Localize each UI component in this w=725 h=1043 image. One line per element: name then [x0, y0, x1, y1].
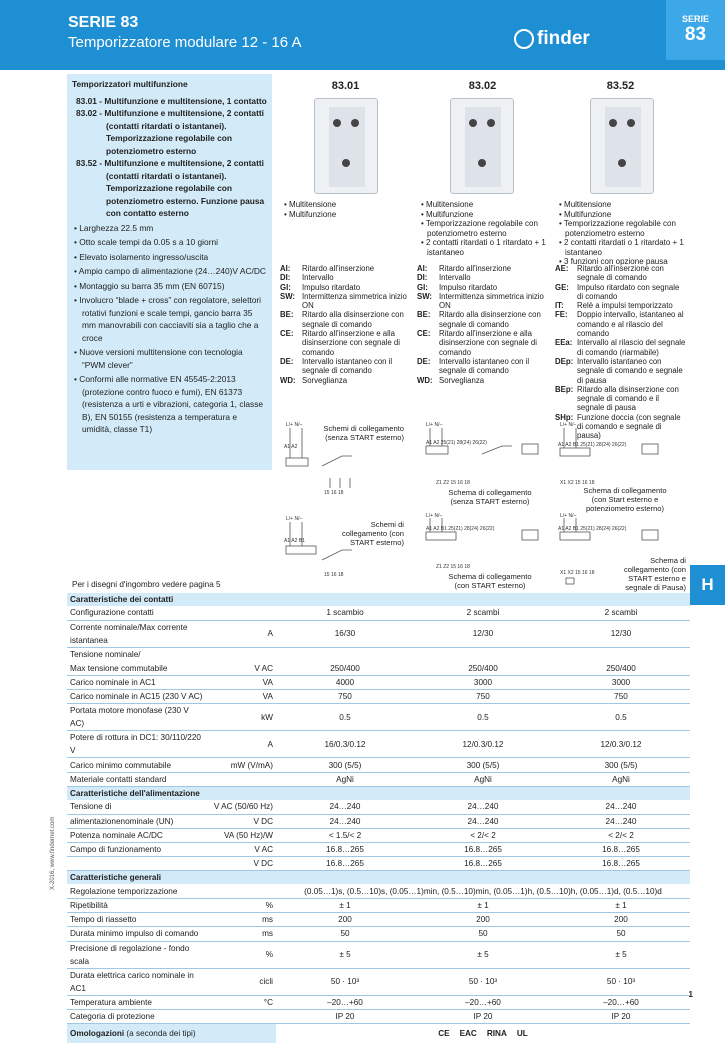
- feature: • Temporizzazione regolabile con potenziometro esterno: [419, 219, 551, 238]
- function-desc: Impulso ritardato con segnale di comando: [577, 282, 680, 301]
- feature: • Multifunzione: [557, 210, 689, 220]
- function-code: IT:: [555, 301, 564, 311]
- row-label: Precisione di regolazione - fondo scala: [67, 941, 206, 968]
- bullet: • Ampio campo di alimentazione (24…240)V AC/DC: [72, 265, 267, 278]
- function-desc: Ritardo all'inserzione: [302, 264, 375, 273]
- value-8352: [552, 647, 690, 661]
- value-8352: IP 20: [552, 1009, 690, 1023]
- svg-text:L/+ N/–: L/+ N/–: [286, 516, 303, 522]
- row-unit: V AC (50/60 Hz): [206, 800, 276, 814]
- value-8301: 50: [276, 927, 414, 941]
- value-8302: 3000: [414, 676, 552, 690]
- value-8301: < 1.5/< 2: [276, 828, 414, 842]
- table-row: [67, 606, 690, 620]
- value-8302: 24…240: [414, 814, 552, 828]
- ul-mark-icon: UL: [516, 1029, 528, 1039]
- table-row: [67, 995, 690, 1009]
- row-label: Materiale contatti standard: [67, 772, 206, 786]
- svg-text:A1 A2 B1 25(21) 28(24) 26(22: A1 A2 B1 25(21) 28(24) 26(22): [558, 442, 627, 448]
- table-row: [67, 968, 690, 995]
- svg-text:L/+ N/–: L/+ N/–: [560, 422, 577, 428]
- intro-box: [67, 74, 272, 470]
- svg-text:A1 A2 25(21) 28(24) 26(22): A1 A2 25(21) 28(24) 26(22): [426, 440, 487, 446]
- value-8352: 0.5: [552, 704, 690, 731]
- function-desc: Ritardo all'inserzione con segnale di comando: [577, 264, 664, 283]
- eac-mark-icon: EAC: [459, 1029, 477, 1039]
- function-row: [280, 357, 412, 376]
- approvals-note: (a seconda dei tipi): [126, 1029, 196, 1039]
- row-unit: VA: [206, 690, 276, 704]
- row-unit: mW (V/mA): [206, 758, 276, 772]
- function-code: DI:: [417, 273, 428, 283]
- schema-caption: Schema di collegamento (con START esterno): [448, 572, 532, 590]
- row-unit: V DC: [206, 814, 276, 828]
- time-ranges: (0.05…1)s, (0.5…10)s, (0.05…1)min, (0.5…10)min, (0.05…1)h, (0.5…10)h, (0.05…1)d, (0.5…10)d: [276, 884, 690, 898]
- function-row: [417, 310, 549, 329]
- approvals-title: Omologazioni: [70, 1029, 125, 1039]
- value-8302: 12/0.3/0.12: [414, 731, 552, 758]
- function-desc: Ritardo alla disinserzione con segnale di comando: [439, 310, 541, 329]
- function-desc: Funzione doccia (con segnale di comando e segnale di pausa): [577, 412, 681, 441]
- schema-caption: Schemi di collegamento (con START esterno): [341, 520, 404, 547]
- row-label: Corrente nominale/Max corrente istantanea: [67, 620, 206, 647]
- svg-text:A1 A2: A1 A2: [284, 444, 298, 450]
- function-code: FE:: [555, 310, 568, 320]
- functions-8301: [280, 264, 412, 385]
- function-code: SW:: [417, 291, 433, 301]
- approvals-label: [67, 1023, 276, 1043]
- svg-text:15 16 18: 15 16 18: [324, 572, 344, 578]
- table-row: [67, 772, 690, 786]
- value-8301: ± 1: [276, 898, 414, 912]
- table-row: [67, 661, 690, 675]
- value-8301: 250/400: [276, 661, 414, 675]
- intro-item: 83.52 - Multifunzione e multitensione, 2 contatti (contatti ritardati o istantanei). Temporizzazione regolabile con potenziometro esterno. Funzione pausa con contatto esterno: [76, 158, 265, 218]
- row-unit: V AC: [206, 661, 276, 675]
- feature: • 2 contatti ritardati o 1 ritardato + 1 istantaneo: [557, 238, 689, 257]
- product-image-8301: [314, 98, 378, 194]
- function-row: [555, 310, 687, 338]
- ce-mark-icon: CE: [438, 1029, 450, 1039]
- approvals-row: [67, 1023, 690, 1043]
- value-8301: 24…240: [276, 814, 414, 828]
- function-desc: Intervallo istantaneo con il segnale di comando: [439, 356, 530, 376]
- value-8352: 12/0.3/0.12: [552, 731, 690, 758]
- function-row: [280, 329, 412, 357]
- function-code: BE:: [280, 310, 294, 320]
- value-8301: 16.8…265: [276, 857, 414, 871]
- row-label: alimentazionenominale (UN): [67, 814, 206, 828]
- value-8352: 750: [552, 690, 690, 704]
- table-row: [67, 758, 690, 772]
- value-8352: 50: [552, 927, 690, 941]
- function-row: [280, 310, 412, 329]
- value-8352: 16.8…265: [552, 842, 690, 856]
- function-row: [280, 264, 412, 273]
- table-row: [67, 828, 690, 842]
- table-row: [67, 704, 690, 731]
- schema-caption: Schema di collegamento (senza START esterno): [448, 488, 532, 506]
- function-desc: Intervallo istantaneo con segnale di comando e segnale di pausa: [577, 356, 683, 385]
- function-code: DEp:: [555, 356, 574, 366]
- features-8352: [557, 200, 689, 267]
- value-8301: 300 (5/5): [276, 758, 414, 772]
- row-unit: [206, 1009, 276, 1023]
- edition-note: X-2016, www.findernet.com: [50, 816, 56, 890]
- product-image-8352: [590, 98, 654, 194]
- bullet: • Involucro “blade + cross” con regolatore, selettori rotativi funzioni e scale tempi, gancio barra 35 mm manovrabili con cacciaviti sia a taglio che a croce: [72, 294, 267, 344]
- value-8301: IP 20: [276, 1009, 414, 1023]
- row-unit: %: [206, 941, 276, 968]
- function-row: [280, 292, 412, 311]
- value-8301: 50 · 10³: [276, 968, 414, 995]
- function-desc: Intermittenza simmetrica inizio ON: [302, 291, 407, 311]
- series-tab-label: SERIE: [681, 14, 709, 24]
- table-row: [67, 898, 690, 912]
- function-code: GI:: [417, 282, 428, 292]
- svg-text:L/+ N/–: L/+ N/–: [426, 422, 443, 428]
- table-row: [67, 647, 690, 661]
- function-code: AI:: [280, 264, 291, 273]
- row-label: Tensione nominale/: [70, 650, 141, 660]
- function-row: [417, 273, 549, 282]
- svg-text:X1 X2 15 16 18: X1 X2 15 16 18: [560, 570, 595, 576]
- row-unit: cicli: [206, 968, 276, 995]
- intro-bullets: [72, 222, 267, 436]
- row-label: Regolazione temporizzazione: [67, 884, 276, 898]
- row-unit: VA: [206, 676, 276, 690]
- value-8302: 16.8…265: [414, 857, 552, 871]
- feature: • Multitensione: [419, 200, 551, 210]
- row-unit: VA (50 Hz)/W: [206, 828, 276, 842]
- wiring-diagram-8302-b: [422, 512, 547, 572]
- value-8302: 200: [414, 913, 552, 927]
- value-8352: 50 · 10³: [552, 968, 690, 995]
- function-desc: Doppio intervallo, istantaneo al comando e al rilascio del comando: [577, 310, 684, 339]
- svg-text:L/+ N/–: L/+ N/–: [286, 422, 303, 428]
- value-8352: 300 (5/5): [552, 758, 690, 772]
- page-title: Temporizzatore modulare 12 - 16 A: [68, 34, 302, 51]
- schema-caption: Schema di collegamento (con START esterno e segnale di Pausa): [623, 556, 686, 592]
- svg-text:Z1 Z2 15 16 18: Z1 Z2 15 16 18: [436, 564, 470, 570]
- value-8302: < 2/< 2: [414, 828, 552, 842]
- value-8352: –20…+60: [552, 995, 690, 1009]
- row-unit: kW: [206, 704, 276, 731]
- product-code: 83.52: [606, 80, 635, 92]
- function-code: DE:: [417, 356, 431, 366]
- table-row: [67, 731, 690, 758]
- bullet: • Larghezza 22.5 mm: [72, 222, 267, 235]
- function-desc: Ritardo all'inserzione: [439, 264, 512, 273]
- function-row: [417, 264, 549, 273]
- table-row: [67, 927, 690, 941]
- function-row: [280, 273, 412, 282]
- spec-table: [67, 593, 690, 1043]
- series-title: SERIE 83: [68, 14, 139, 31]
- function-desc: Relè a impulsi temporizzato: [577, 301, 673, 311]
- function-desc: Intervallo istantaneo con il segnale di comando: [302, 356, 393, 376]
- features-8301: [282, 200, 414, 219]
- intro-heading: Temporizzatori multifunzione: [72, 79, 188, 89]
- feature: • Multifunzione: [419, 210, 551, 220]
- value-8352: 2 scambi: [552, 606, 690, 620]
- table-row: [67, 857, 690, 871]
- value-8302: IP 20: [414, 1009, 552, 1023]
- function-row: [280, 283, 412, 292]
- row-label: Temperatura ambiente: [67, 995, 206, 1009]
- function-row: [417, 329, 549, 357]
- value-8301: 200: [276, 913, 414, 927]
- function-row: [555, 385, 687, 413]
- row-label: Categoria di protezione: [67, 1009, 206, 1023]
- value-8301: ± 5: [276, 941, 414, 968]
- table-row: [67, 941, 690, 968]
- row-unit: [206, 647, 276, 661]
- function-row: [417, 376, 549, 385]
- intro-item: 83.01 - Multifunzione e multitensione, 1 contatto: [76, 95, 267, 106]
- svg-text:A1 A2 B1 25(21) 28(24) 26(2: A1 A2 B1 25(21) 28(24) 26(22): [426, 526, 495, 532]
- function-desc: Intervallo: [302, 273, 334, 283]
- function-row: [417, 292, 549, 311]
- svg-text:A1 A2 B1: A1 A2 B1: [284, 538, 305, 544]
- function-desc: Intervallo al rilascio del segnale di comando (riarmabile): [577, 338, 686, 357]
- row-label: Portata motore monofase (230 V AC): [67, 704, 206, 731]
- value-8301: 750: [276, 690, 414, 704]
- function-code: BE:: [417, 310, 431, 320]
- features-8302: [419, 200, 551, 257]
- function-desc: Impulso ritardato: [302, 282, 361, 292]
- value-8302: 12/30: [414, 620, 552, 647]
- section-heading: Caratteristiche generali: [67, 871, 690, 885]
- table-row: [67, 814, 690, 828]
- series-tab-number: 83: [684, 24, 707, 45]
- row-label: Durata minimo impulso di comando: [67, 927, 206, 941]
- row-label: Carico nominale in AC15 (230 V AC): [67, 690, 206, 704]
- function-code: DE:: [280, 356, 294, 366]
- series-tab: [666, 0, 725, 60]
- table-row: [67, 913, 690, 927]
- function-row: [555, 301, 687, 310]
- value-8301: –20…+60: [276, 995, 414, 1009]
- row-label: Carico nominale in AC1: [67, 676, 206, 690]
- value-8302: 16.8…265: [414, 842, 552, 856]
- bullet: • Conformi alle normative EN 45545-2:2013 (protezione contro fuoco e fumi), EN 61373 (resistenza a urti e vibrazioni, categoria 1, classe B), EN 50155 (resistenza a temperatura e umidità, classe T1): [72, 373, 267, 436]
- value-8352: 24…240: [552, 814, 690, 828]
- product-image-8302: [450, 98, 514, 194]
- feature: • Multitensione: [557, 200, 689, 210]
- table-row: [67, 676, 690, 690]
- value-8352: AgNi: [552, 772, 690, 786]
- row-label: Potere di rottura in DC1: 30/110/220 V: [67, 731, 206, 758]
- function-row: [555, 264, 687, 283]
- value-8302: [414, 647, 552, 661]
- feature: • Multifunzione: [282, 210, 414, 220]
- function-code: SW:: [280, 291, 296, 301]
- function-code: WD:: [417, 375, 433, 385]
- function-desc: Ritardo alla disinserzione con segnale di comando: [302, 310, 404, 329]
- row-unit: A: [206, 731, 276, 758]
- function-row: [555, 357, 687, 385]
- value-8302: ± 5: [414, 941, 552, 968]
- approval-marks: [276, 1023, 690, 1043]
- function-row: [555, 338, 687, 357]
- row-label: Configurazione contatti: [67, 606, 206, 620]
- function-code: CE:: [417, 329, 431, 339]
- function-code: GE:: [555, 282, 569, 292]
- row-label: Durata elettrica carico nominale in AC1: [67, 968, 206, 995]
- value-8302: –20…+60: [414, 995, 552, 1009]
- row-unit: %: [206, 898, 276, 912]
- function-desc: Intervallo: [439, 273, 471, 283]
- svg-text:L/+ N/–: L/+ N/–: [560, 513, 577, 519]
- svg-text:A1 A2 B1 25(21) 28(24) 26(22: A1 A2 B1 25(21) 28(24) 26(22): [558, 526, 627, 532]
- table-row: [67, 800, 690, 814]
- value-8301: 24…240: [276, 800, 414, 814]
- row-unit: [206, 606, 276, 620]
- row-label: Tensione di: [67, 800, 206, 814]
- dimension-note: Per i disegni d'ingombro vedere pagina 5: [72, 580, 221, 589]
- value-8301: 16/0.3/0.12: [276, 731, 414, 758]
- value-8302: 250/400: [414, 661, 552, 675]
- bullet: • Nuove versioni multitensione con tecnologia “PWM clever”: [72, 346, 267, 371]
- wiring-diagram-8302-a: [422, 418, 547, 488]
- value-8352: 200: [552, 913, 690, 927]
- feature: • Temporizzazione regolabile con potenziometro esterno: [557, 219, 689, 238]
- row-unit: V AC: [206, 842, 276, 856]
- value-8302: 750: [414, 690, 552, 704]
- value-8352: ± 1: [552, 898, 690, 912]
- section-heading: Caratteristiche dei contatti: [67, 593, 690, 606]
- svg-text:Z1 Z2 15 16 18: Z1 Z2 15 16 18: [436, 480, 470, 486]
- value-8302: 50: [414, 927, 552, 941]
- table-row: [67, 690, 690, 704]
- function-code: SHp:: [555, 412, 574, 422]
- row-unit: A: [206, 620, 276, 647]
- table-row: [67, 1009, 690, 1023]
- function-code: CE:: [280, 329, 294, 339]
- table-row: [67, 842, 690, 856]
- function-code: EEa:: [555, 338, 573, 348]
- function-desc: Intermittenza simmetrica inizio ON: [439, 291, 544, 311]
- value-8301: [276, 647, 414, 661]
- function-row: [417, 283, 549, 292]
- value-8301: 1 scambio: [276, 606, 414, 620]
- function-code: AE:: [555, 264, 569, 273]
- row-label: Potenza nominale AC/DC: [67, 828, 206, 842]
- value-8301: 4000: [276, 676, 414, 690]
- value-8352: 12/30: [552, 620, 690, 647]
- finder-logo: [514, 28, 590, 50]
- feature: • 2 contatti ritardati o 1 ritardato + 1 istantaneo: [419, 238, 551, 257]
- schema-caption: Schema di collegamento (con Start esterno e potenziometro esterno): [583, 486, 667, 513]
- section-tab-h: H: [690, 565, 725, 605]
- value-8301: 16/30: [276, 620, 414, 647]
- row-unit: ms: [206, 927, 276, 941]
- logo-text: finder: [537, 28, 590, 49]
- value-8301: 0.5: [276, 704, 414, 731]
- function-desc: Impulso ritardato: [439, 282, 498, 292]
- product-code: 83.01: [331, 80, 360, 92]
- finder-logo-icon: [514, 29, 534, 49]
- value-8302: 300 (5/5): [414, 758, 552, 772]
- function-desc: Ritardo all'inserzione e alla disinserzione con segnale di comando: [439, 329, 537, 357]
- value-8301: 16.8…265: [276, 842, 414, 856]
- svg-text:X1 X2 15 16 18: X1 X2 15 16 18: [560, 480, 595, 486]
- page-header: [0, 0, 725, 70]
- row-unit: [206, 772, 276, 786]
- value-8302: AgNi: [414, 772, 552, 786]
- function-code: DI:: [280, 273, 291, 283]
- row-label: Carico minimo commutabile: [67, 758, 206, 772]
- bullet: • Elevato isolamento ingresso/uscita: [72, 251, 267, 264]
- function-code: BEp:: [555, 384, 574, 394]
- value-8302: ± 1: [414, 898, 552, 912]
- function-row: [280, 376, 412, 385]
- row-label: Ripetibilità: [67, 898, 206, 912]
- value-8352: ± 5: [552, 941, 690, 968]
- row-unit: V DC: [206, 857, 276, 871]
- value-8301: AgNi: [276, 772, 414, 786]
- function-desc: Sorveglianza: [439, 375, 485, 385]
- table-row: [67, 620, 690, 647]
- svg-text:L/+ N/–: L/+ N/–: [426, 513, 443, 519]
- wiring-diagram-8352-a: [556, 418, 666, 488]
- value-8352: 24…240: [552, 800, 690, 814]
- functions-8352: [555, 264, 687, 441]
- row-unit: ms: [206, 913, 276, 927]
- value-8302: 24…240: [414, 800, 552, 814]
- value-8352: 16.8…265: [552, 857, 690, 871]
- bullet: • Otto scale tempi da 0.05 s a 10 giorni: [72, 236, 267, 249]
- page-number: 1: [688, 990, 693, 999]
- function-code: AI:: [417, 264, 428, 273]
- value-8302: 50 · 10³: [414, 968, 552, 995]
- value-8352: < 2/< 2: [552, 828, 690, 842]
- row-label: Tempo di riassetto: [67, 913, 206, 927]
- value-8302: 0.5: [414, 704, 552, 731]
- function-code: WD:: [280, 375, 296, 385]
- section-heading: Caratteristiche dell'alimentazione: [67, 786, 690, 800]
- intro-item: 83.02 - Multifunzione e multitensione, 2 contatti (contatti ritardati o istantanei). Temporizzazione regolabile con potenziometro esterno: [76, 108, 264, 156]
- value-8352: 250/400: [552, 661, 690, 675]
- product-code: 83.02: [468, 80, 497, 92]
- bullet: • Montaggio su barra 35 mm (EN 60715): [72, 280, 267, 293]
- function-desc: Ritardo alla disinserzione con segnale di comando e il segnale di pausa: [577, 384, 679, 413]
- function-row: [417, 357, 549, 376]
- table-row: [67, 884, 690, 898]
- function-code: GI:: [280, 282, 291, 292]
- svg-text:15 16 18: 15 16 18: [324, 490, 344, 496]
- value-8352: 3000: [552, 676, 690, 690]
- function-row: [555, 283, 687, 302]
- rina-mark-icon: RINA: [486, 1029, 507, 1039]
- schema-caption: Schemi di collegamento (senza START esterno): [323, 424, 404, 442]
- function-desc: Sorveglianza: [302, 375, 348, 385]
- row-label: [67, 857, 206, 871]
- row-unit: °C: [206, 995, 276, 1009]
- value-8302: 2 scambi: [414, 606, 552, 620]
- feature: • 3 funzioni con opzione pausa: [557, 257, 689, 267]
- function-desc: Ritardo all'inserzione e alla disinserzione con segnale di comando: [302, 329, 400, 357]
- feature: • Multitensione: [282, 200, 414, 210]
- row-label: Max tensione commutabile: [67, 661, 206, 675]
- row-label: Campo di funzionamento: [67, 842, 206, 856]
- functions-8302: [417, 264, 549, 385]
